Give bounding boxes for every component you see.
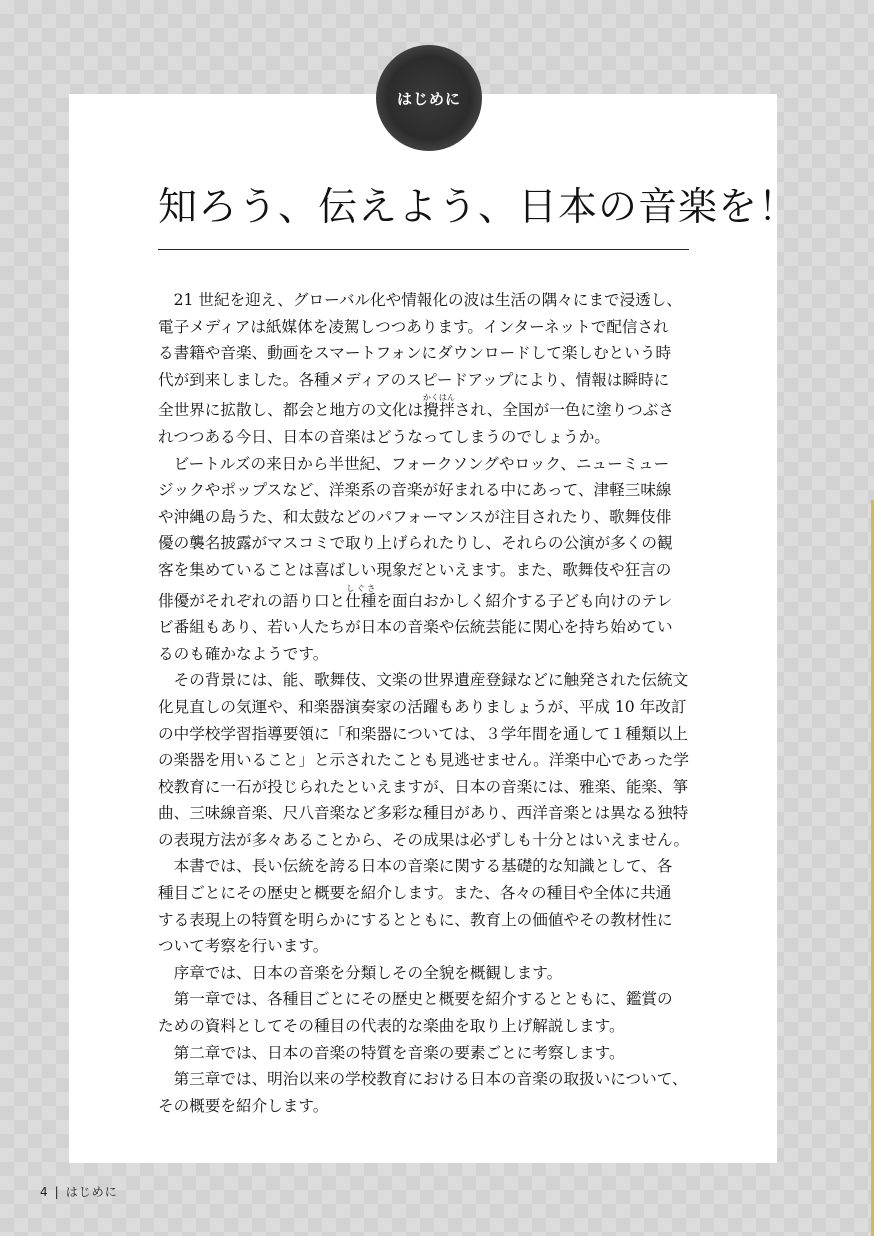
text-line: れつつある今日、日本の音楽はどうなってしまうのでしょうか。 [158,427,610,446]
text-line: や沖縄の島うた、和太鼓などのパフォーマンスが注目されたり、歌舞伎俳 [158,507,672,526]
text-line: ビートルズの来日から半世紀、フォークソングやロック、ニューミュー [173,454,670,473]
page-title: 知ろう、伝えよう、日本の音楽を！ [158,185,799,230]
text-line: ための資料としてその種目の代表的な楽曲を取り上げ解説します。 [158,1017,625,1036]
title-divider [158,249,689,250]
text-line: 種目ごとにその歴史と概要を紹介します。また、各々の種目や全体に共通 [158,884,672,903]
text-line: 序章では、日本の音楽を分類しその全貌を概観します。 [173,963,563,982]
text-line: 代が到来しました。各種メディアのスピードアップにより、情報は瞬時に [158,370,670,389]
body-text [158,287,698,1119]
text-line: その背景には、能、歌舞伎、文楽の世界遺産登録などに触発された伝統文 [173,671,689,690]
text-line: する表現上の特質を明らかにするとともに、教育上の価値やその教材性に [158,910,673,929]
text-line: 全世界に拡散し、都会と地方の文化は攪拌かくはんされ、全国が一色に塗りつぶさ [158,393,674,420]
text-line: 校教育に一石が投じられたといえますが、日本の音楽には、雅楽、能楽、箏 [158,777,689,796]
section-badge [376,45,482,151]
page-number: 4 [40,1185,49,1199]
ruby-word: 仕種しぐさ [345,583,377,610]
text-line: 第一章では、各種目ごとにその歴史と概要を紹介するとともに、鑑賞の [173,990,673,1009]
text-line: 俳優がそれぞれの語り口と仕種しぐさを面白おかしく紹介する子ども向けのテレ [158,583,673,610]
text-line: 電子メディアは紙媒体を凌駕しつつあります。インターネットで配信され [158,317,669,336]
text-line: その概要を紹介します。 [158,1096,329,1115]
text-line: る書籍や音楽、動画をスマートフォンにダウンロードして楽しむという時 [158,344,672,363]
text-line: 第二章では、日本の音楽の特質を音楽の要素ごとに考察します。 [173,1043,625,1062]
text-line: 客を集めていることは喜ばしい現象だといえます。また、歌舞伎や狂言の [158,560,672,579]
text-line: の楽器を用いること」と示されたことも見逃せません。洋楽中心であった学 [158,751,689,770]
text-line: 21 世紀を迎え、グローバル化や情報化の波は生活の隅々にまで浸透し、 [173,291,682,309]
section-badge-label: はじめに [396,89,461,108]
text-line: 優の襲名披露がマスコミで取り上げられたりし、それらの公演が多くの観 [158,534,673,553]
text-line: ジックやポップスなど、洋楽系の音楽が好まれる中にあって、津軽三味線 [158,481,672,500]
text-line: 本書では、長い伝統を誇る日本の音楽に関する基礎的な知識として、各 [173,857,673,876]
ruby-word: 攪拌かくはん [422,393,455,420]
text-line: ついて考察を行います。 [158,937,329,956]
text-line: るのも確かなようです。 [158,644,329,663]
text-line: 化見直しの気運や、和楽器演奏家の活躍もありましょうが、平成 10 年改訂 [158,697,687,716]
page-footer [40,1183,118,1200]
text-line: の中学校学習指導要領に「和楽器については、３学年間を通して１種類以上 [158,724,688,743]
text-line: の表現方法が多々あることから、その成果は必ずしも十分とはいえません。 [158,830,690,849]
text-line: 第三章では、明治以来の学校教育における日本の音楽の取扱いについて、 [173,1070,688,1089]
footer-separator: | [54,1185,60,1199]
text-line: 曲、三味線音楽、尺八音楽など多彩な種目があり、西洋音楽とは異なる独特 [158,804,689,823]
footer-section-title: はじめに [65,1185,118,1199]
text-line: ビ番組もあり、若い人たちが日本の音楽や伝統芸能に関心を持ち始めてい [158,618,673,637]
